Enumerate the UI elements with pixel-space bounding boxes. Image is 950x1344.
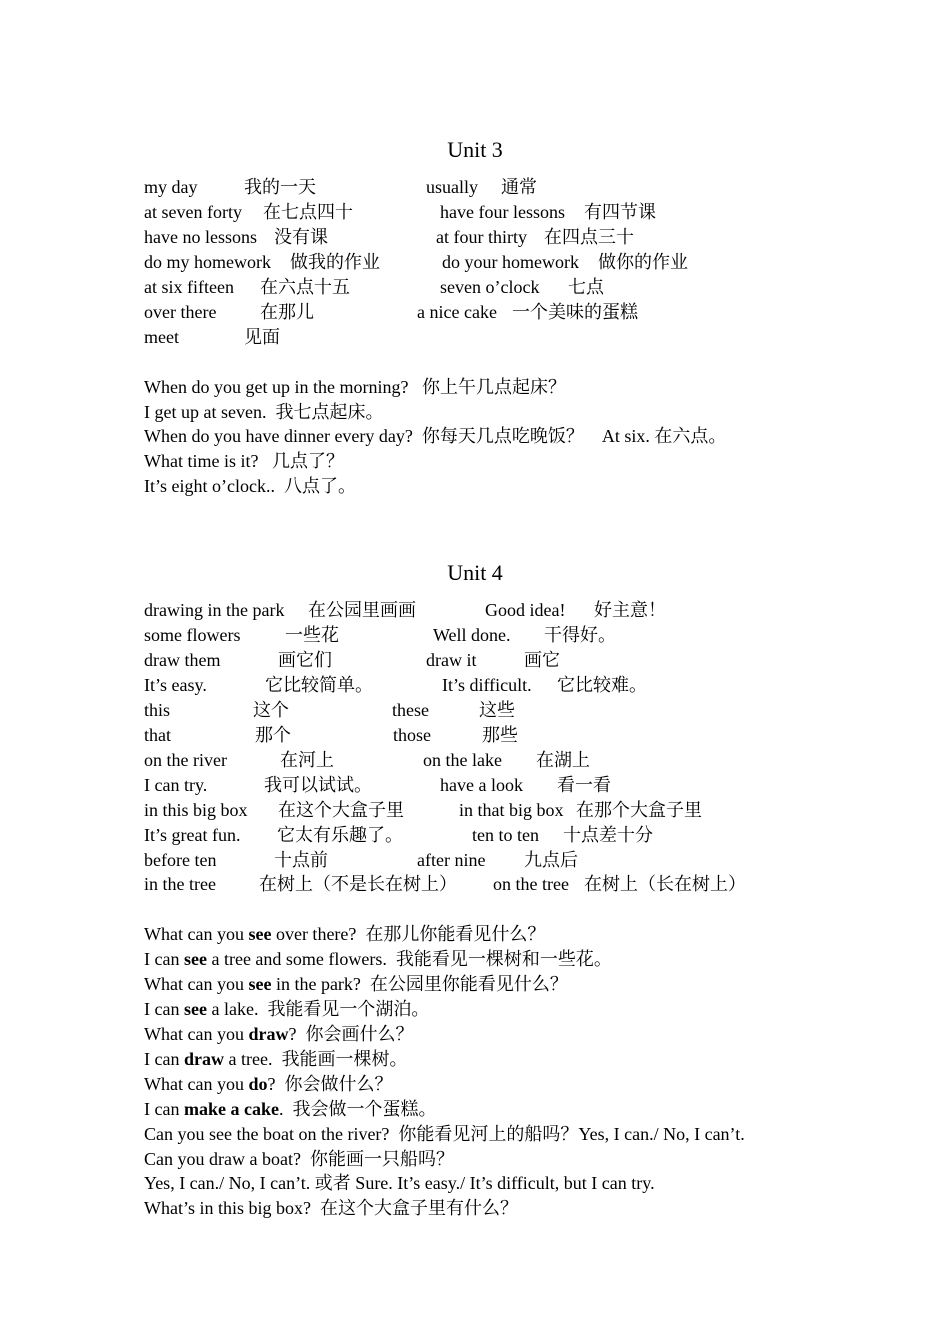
vocab-row — [144, 598, 666, 622]
sentence-text: I can — [144, 1049, 184, 1069]
vocab-zh: 画它们 — [278, 650, 332, 670]
vocab-zh: 那个 — [255, 725, 291, 745]
vocab-zh: 这些 — [479, 700, 515, 720]
sentence-keyword: draw — [183, 1049, 224, 1069]
sentence-keyword: see — [248, 974, 272, 994]
sentence-line: I get up at seven. 我七点起床。 — [144, 402, 384, 422]
vocab-zh: 在那个大盒子里 — [576, 800, 702, 820]
vocab-zh: 在六点十五 — [260, 277, 350, 297]
vocab-en: a nice cake — [417, 302, 497, 322]
vocab-row — [144, 325, 280, 349]
sentence-text: a tree. 我能画一棵树。 — [223, 1049, 408, 1069]
vocab-row — [144, 225, 634, 249]
vocab-row — [144, 723, 518, 747]
vocab-en: It’s great fun. — [144, 825, 241, 845]
sentence-text: . 我会做一个蛋糕。 — [278, 1099, 437, 1119]
sentence-line — [144, 997, 429, 1021]
vocab-en: over there — [144, 302, 217, 322]
vocab-en: these — [392, 700, 429, 720]
vocab-zh: 七点 — [568, 277, 604, 297]
vocab-row — [144, 673, 647, 697]
vocab-en: drawing in the park — [144, 600, 285, 620]
vocab-zh: 在树上（不是长在树上） — [259, 874, 457, 894]
vocab-en: my day — [144, 177, 198, 197]
vocab-zh: 干得好。 — [544, 625, 616, 645]
sentence-text: What can you — [144, 1024, 249, 1044]
vocab-row — [144, 872, 746, 896]
vocab-zh: 在四点三十 — [544, 227, 634, 247]
vocab-en: in the tree — [144, 874, 216, 894]
vocab-zh: 画它 — [524, 650, 560, 670]
unit-3-title: Unit 3 — [447, 137, 503, 162]
vocab-en: on the tree — [493, 874, 569, 894]
vocab-en: some flowers — [144, 625, 241, 645]
vocab-en: those — [393, 725, 431, 745]
vocab-en: on the lake — [423, 750, 502, 770]
vocab-en: do your homework — [442, 252, 579, 272]
vocab-en: that — [144, 725, 171, 745]
sentence-text: What can you — [144, 924, 249, 944]
vocab-row — [144, 623, 616, 647]
vocab-en: draw them — [144, 650, 221, 670]
vocab-en: meet — [144, 327, 179, 347]
sentence-keyword: see — [183, 999, 207, 1019]
vocab-row — [144, 175, 537, 199]
vocab-row — [144, 848, 578, 872]
sentence-line — [144, 1147, 454, 1171]
vocab-zh: 在这个大盒子里 — [278, 800, 404, 820]
sentence-text: Can you see the boat on the river? 你能看见河上的船吗？Yes, I can./ No, I can’t. — [144, 1124, 745, 1144]
vocab-en: ten to ten — [472, 825, 539, 845]
vocab-zh: 它太有乐趣了。 — [277, 825, 403, 845]
vocab-en: have no lessons — [144, 227, 257, 247]
sentence-text: a tree and some flowers. 我能看见一棵树和一些花。 — [206, 949, 612, 969]
sentence-line — [144, 1171, 655, 1195]
vocab-row — [144, 698, 515, 722]
vocab-zh: 见面 — [244, 327, 280, 347]
sentence-keyword: draw — [248, 1024, 289, 1044]
vocab-zh: 我可以试试。 — [264, 775, 372, 795]
vocab-zh: 一个美味的蛋糕 — [512, 302, 638, 322]
sentence-text: ? 你会画什么？ — [288, 1024, 414, 1044]
vocab-en: in this big box — [144, 800, 248, 820]
vocab-zh: 在公园里画画 — [308, 600, 416, 620]
vocab-zh: 没有课 — [274, 227, 328, 247]
vocab-en: It’s difficult. — [442, 675, 532, 695]
sentence-line: It’s eight o’clock.. 八点了。 — [144, 476, 356, 496]
sentence-text: I can — [144, 949, 184, 969]
sentence-line: What time is it? 几点了？ — [144, 451, 344, 471]
vocab-zh: 我的一天 — [244, 177, 316, 197]
sentence-keyword: make a cake — [183, 1099, 279, 1119]
vocab-row — [144, 798, 702, 822]
sentence-line — [144, 1122, 745, 1146]
sentence-text: Yes, I can./ No, I can’t. 或者 Sure. It’s easy./ It’s difficult, but I can try. — [144, 1173, 655, 1193]
vocab-en: after nine — [417, 850, 486, 870]
vocab-en: seven o’clock — [440, 277, 540, 297]
sentence-keyword: see — [248, 924, 272, 944]
sentence-text: What can you — [144, 1074, 249, 1094]
vocab-en: at four thirty — [436, 227, 527, 247]
vocab-en: Good idea! — [485, 600, 566, 620]
vocab-zh: 九点后 — [524, 850, 578, 870]
vocab-en: have four lessons — [440, 202, 565, 222]
vocab-zh: 在湖上 — [536, 750, 590, 770]
vocab-zh: 有四节课 — [584, 202, 656, 222]
sentence-text: over there? 在那儿你能看见什么？ — [271, 924, 546, 944]
vocab-zh: 它比较简单。 — [265, 675, 373, 695]
sentence-text: I can — [144, 1099, 184, 1119]
vocab-zh: 好主意！ — [594, 600, 666, 620]
sentence-keyword: see — [183, 949, 207, 969]
vocab-en: usually — [426, 177, 478, 197]
vocab-zh: 在七点四十 — [263, 202, 353, 222]
vocab-en: Well done. — [433, 625, 511, 645]
vocab-en: in that big box — [459, 800, 564, 820]
sentence-line — [144, 1072, 392, 1096]
sentence-text: I can — [144, 999, 184, 1019]
vocab-zh: 它比较难。 — [557, 675, 647, 695]
vocab-en: before ten — [144, 850, 217, 870]
sentence-text: What’s in this big box? 在这个大盒子里有什么？ — [144, 1198, 518, 1218]
vocab-zh: 看一看 — [557, 775, 611, 795]
vocab-zh: 那些 — [482, 725, 518, 745]
sentence-text: in the park? 在公园里你能看见什么？ — [271, 974, 568, 994]
vocab-row — [144, 200, 656, 224]
sentence-line: When do you get up in the morning? 你上午几点起床？ — [144, 377, 566, 397]
vocab-zh: 这个 — [253, 700, 289, 720]
sentence-text: What can you — [144, 974, 249, 994]
sentence-line — [144, 1097, 436, 1121]
vocab-zh: 一些花 — [285, 625, 339, 645]
vocab-en: at six fifteen — [144, 277, 234, 297]
vocab-en: this — [144, 700, 171, 720]
sentence-line: When do you have dinner every day? 你每天几点吃晚饭？ At six. 在六点。 — [144, 426, 727, 446]
vocab-row — [144, 300, 638, 324]
vocab-zh: 在河上 — [280, 750, 334, 770]
vocab-zh: 通常 — [501, 177, 537, 197]
vocab-en: do my homework — [144, 252, 271, 272]
vocab-zh: 十点前 — [274, 850, 328, 870]
vocab-row — [144, 275, 604, 299]
vocab-row — [144, 648, 560, 672]
vocab-row — [144, 823, 653, 847]
unit-4-title: Unit 4 — [447, 560, 503, 585]
vocab-en: have a look — [440, 775, 523, 795]
vocab-en: I can try. — [144, 775, 208, 795]
vocab-en: on the river — [144, 750, 227, 770]
vocab-en: It’s easy. — [144, 675, 207, 695]
sentence-line — [144, 972, 568, 996]
sentence-text: a lake. 我能看见一个湖泊。 — [206, 999, 430, 1019]
vocab-zh: 在那儿 — [260, 302, 314, 322]
sentence-line — [144, 1196, 518, 1220]
vocab-en: draw it — [426, 650, 477, 670]
sentence-line — [144, 1022, 413, 1046]
vocab-zh: 十点差十分 — [563, 825, 653, 845]
vocab-row — [144, 748, 590, 772]
vocab-zh: 做你的作业 — [598, 252, 688, 272]
sentence-text: Can you draw a boat? 你能画一只船吗？ — [144, 1149, 454, 1169]
vocab-zh: 在树上（长在树上） — [584, 874, 746, 894]
vocab-zh: 做我的作业 — [290, 252, 380, 272]
sentence-line — [144, 922, 545, 946]
sentence-text: ? 你会做什么？ — [267, 1074, 393, 1094]
vocab-en: at seven forty — [144, 202, 242, 222]
vocab-row — [144, 250, 688, 274]
sentence-line — [144, 1047, 407, 1071]
vocab-row — [144, 773, 611, 797]
sentence-line — [144, 947, 612, 971]
sentence-keyword: do — [248, 1074, 268, 1094]
